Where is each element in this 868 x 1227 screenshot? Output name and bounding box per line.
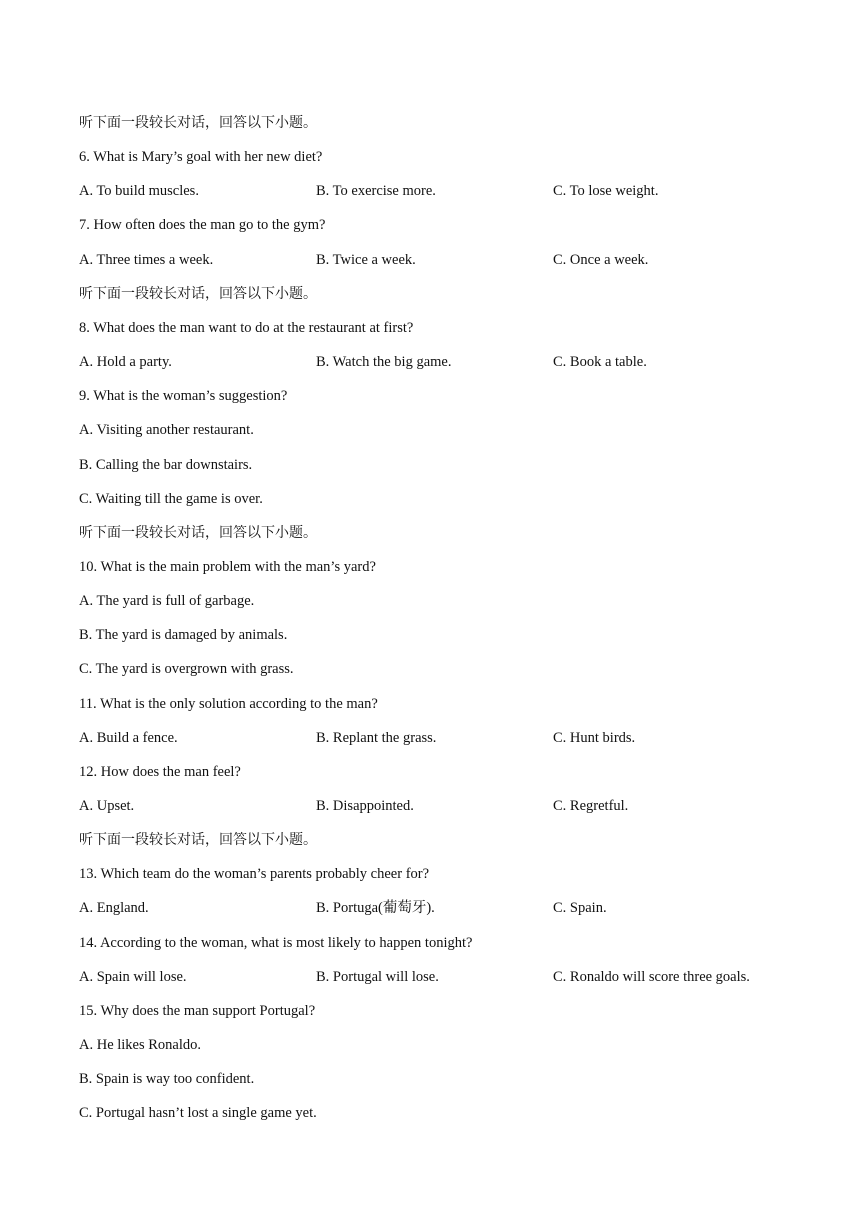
answer-option: B. Replant the grass. (316, 730, 437, 746)
question-text: 7. How often does the man go to the gym? (79, 217, 326, 233)
section-instruction: 听下面一段较长对话，回答以下小题。 (79, 832, 317, 848)
answer-option: A. Three times a week. (79, 252, 214, 268)
answer-option: A. England. (79, 900, 149, 916)
question-text: 12. How does the man feel? (79, 764, 241, 780)
answer-option: A. Build a fence. (79, 730, 178, 746)
section-instruction: 听下面一段较长对话，回答以下小题。 (79, 525, 317, 541)
answer-option: B. To exercise more. (316, 183, 436, 199)
answer-option: C. Spain. (553, 900, 607, 916)
answer-option: C. The yard is overgrown with grass. (79, 661, 294, 677)
question-text: 10. What is the main problem with the man’s yard? (79, 559, 376, 575)
question-text: 15. Why does the man support Portugal? (79, 1003, 316, 1019)
question-text: 6. What is Mary’s goal with her new diet? (79, 149, 323, 165)
section-instruction: 听下面一段较长对话，回答以下小题。 (79, 115, 317, 131)
answer-option: C. Book a table. (553, 354, 647, 370)
answer-option: A. To build muscles. (79, 183, 199, 199)
answer-option: A. Visiting another restaurant. (79, 422, 254, 438)
question-text: 11. What is the only solution according to the man? (79, 696, 378, 712)
answer-option: B. Portugal will lose. (316, 969, 439, 985)
answer-option: C. Portugal hasn’t lost a single game yet. (79, 1105, 317, 1121)
answer-option: A. The yard is full of garbage. (79, 593, 255, 609)
question-text: 9. What is the woman’s suggestion? (79, 388, 288, 404)
question-text: 14. According to the woman, what is most likely to happen tonight? (79, 935, 473, 951)
answer-option: B. Calling the bar downstairs. (79, 457, 253, 473)
section-instruction: 听下面一段较长对话，回答以下小题。 (79, 286, 317, 302)
answer-option: B. Disappointed. (316, 798, 414, 814)
question-text: 8. What does the man want to do at the restaurant at first? (79, 320, 414, 336)
answer-option: B. Twice a week. (316, 252, 416, 268)
answer-option: C. To lose weight. (553, 183, 659, 199)
answer-option: B. Watch the big game. (316, 354, 452, 370)
answer-option: A. Upset. (79, 798, 135, 814)
answer-option: C. Waiting till the game is over. (79, 491, 263, 507)
answer-option: C. Ronaldo will score three goals. (553, 969, 750, 985)
answer-option: C. Once a week. (553, 252, 649, 268)
answer-option: C. Hunt birds. (553, 730, 636, 746)
answer-option: A. Hold a party. (79, 354, 172, 370)
question-text: 13. Which team do the woman’s parents probably cheer for? (79, 866, 430, 882)
answer-option: B. Portuga(葡萄牙). (316, 900, 435, 916)
answer-option: B. The yard is damaged by animals. (79, 627, 288, 643)
answer-option: A. Spain will lose. (79, 969, 187, 985)
answer-option: A. He likes Ronaldo. (79, 1037, 202, 1053)
answer-option: B. Spain is way too confident. (79, 1071, 255, 1087)
answer-option: C. Regretful. (553, 798, 629, 814)
